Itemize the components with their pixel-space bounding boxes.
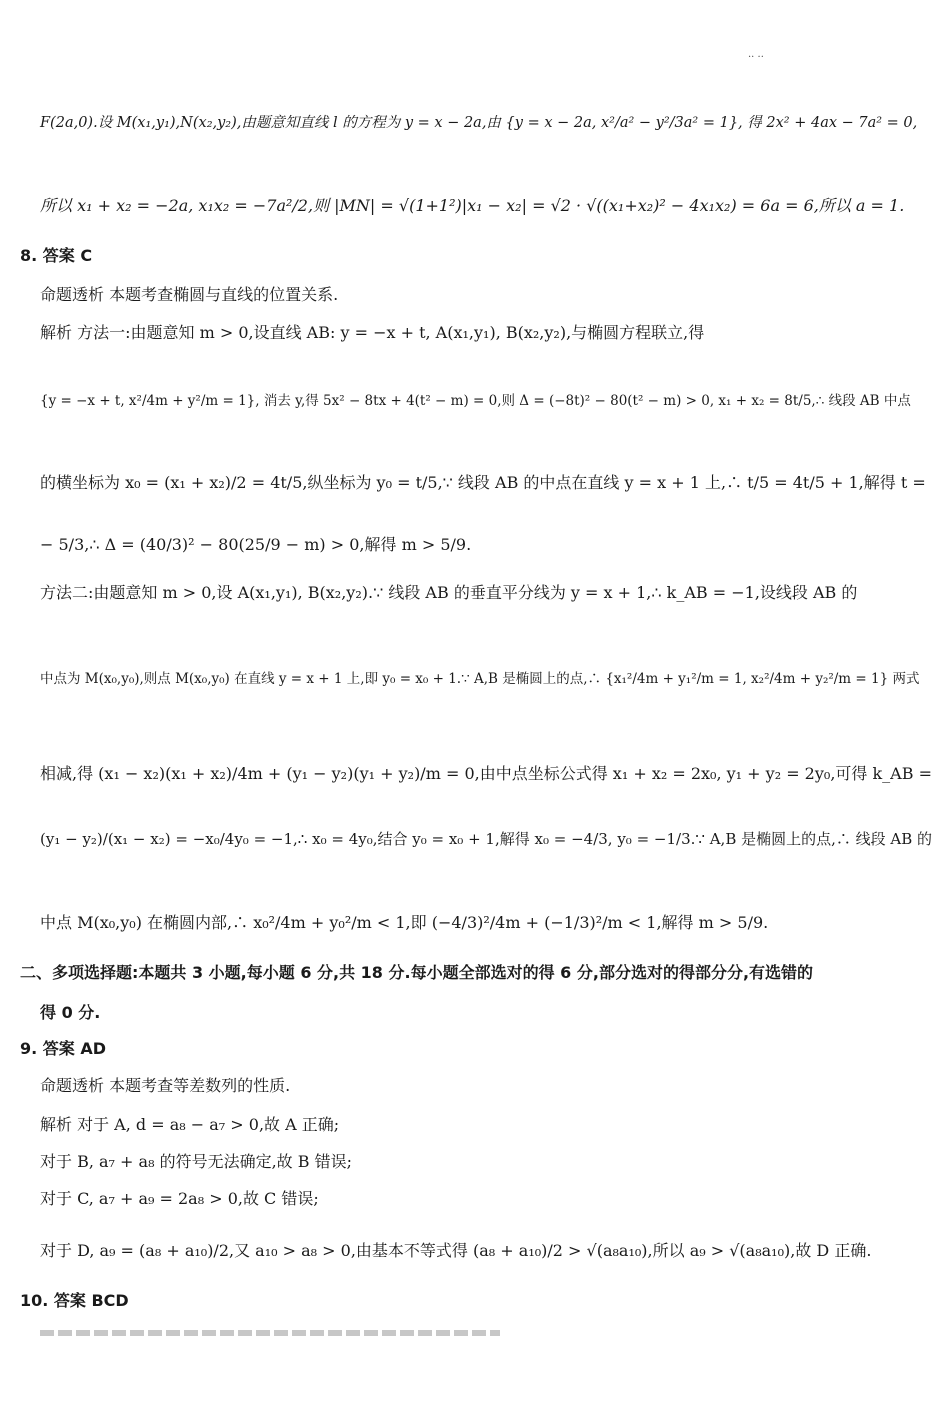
analysis-8: 命题透析 本题考查椭圆与直线的位置关系. bbox=[40, 285, 339, 304]
solution-9-d: 对于 D, a₉ = (a₈ + a₁₀)/2,又 a₁₀ > a₈ > 0,由基本不等式得 (a₈ + a₁₀)/2 > √(a₈a₁₀),所以 a₉ > √(a₈a₁₀),故 D 正确. bbox=[40, 1241, 872, 1260]
page-corner-mark: ·· ·· bbox=[748, 52, 764, 63]
solution-8-result1: − 5/3,∴ Δ = (40/3)² − 80(25/9 − m) > 0,解得 m > 5/9. bbox=[40, 535, 472, 554]
solution-8-method2-line2: 中点为 M(x₀,y₀),则点 M(x₀,y₀) 在直线 y = x + 1 上,即 y₀ = x₀ + 1.∵ A,B 是椭圆上的点,∴ {x₁²/4m + y₁²/m = 1, x₂²/4m + y₂²/m = 1} 两式 bbox=[40, 671, 920, 687]
cropped-text-fragment bbox=[40, 1330, 500, 1336]
solution-8-system: {y = −x + t, x²/4m + y²/m = 1}, 消去 y,得 5x² − 8tx + 4(t² − m) = 0,则 Δ = (−8t)² − 80(t² − m) > 0, x₁ + x₂ = 8t/5,∴ 线段 AB 中点 bbox=[40, 393, 911, 409]
solution-9-a: 解析 对于 A, d = a₈ − a₇ > 0,故 A 正确; bbox=[40, 1115, 340, 1134]
answer-8: 8. 答案 C bbox=[20, 246, 93, 265]
solution-8-method2-line5: 中点 M(x₀,y₀) 在椭圆内部,∴ x₀²/4m + y₀²/m < 1,即 (−4/3)²/4m + (−1/3)²/m < 1,解得 m > 5/9. bbox=[40, 913, 769, 932]
line-solution-7a: F(2a,0).设 M(x₁,y₁),N(x₂,y₂),由题意知直线 l 的方程为 y = x − 2a,由 {y = x − 2a, x²/a² − y²/3a² = 1}, 得 2x² + 4ax − 7a² = 0, bbox=[40, 115, 918, 131]
section-heading-multi-choice: 二、多项选择题:本题共 3 小题,每小题 6 分,共 18 分.每小题全部选对的得 6 分,部分选对的得部分分,有选错的 bbox=[20, 963, 814, 982]
analysis-9: 命题透析 本题考查等差数列的性质. bbox=[40, 1076, 291, 1095]
solution-8-method1: 解析 方法一:由题意知 m > 0,设直线 AB: y = −x + t, A(x₁,y₁), B(x₂,y₂),与椭圆方程联立,得 bbox=[40, 323, 705, 342]
solution-8-midpoint: 的横坐标为 x₀ = (x₁ + x₂)/2 = 4t/5,纵坐标为 y₀ = t/5,∵ 线段 AB 的中点在直线 y = x + 1 上,∴ t/5 = 4t/5 + 1,解得 t = bbox=[40, 473, 926, 492]
solution-8-method2-line4: (y₁ − y₂)/(x₁ − x₂) = −x₀/4y₀ = −1,∴ x₀ = 4y₀,结合 y₀ = x₀ + 1,解得 x₀ = −4/3, y₀ = −1/3.∵ A,B 是椭圆上的点,∴ 线段 AB 的 bbox=[40, 830, 933, 848]
answer-10: 10. 答案 BCD bbox=[20, 1291, 129, 1310]
solution-9-b: 对于 B, a₇ + a₈ 的符号无法确定,故 B 错误; bbox=[40, 1152, 352, 1171]
solution-8-method2-line3: 相减,得 (x₁ − x₂)(x₁ + x₂)/4m + (y₁ − y₂)(y₁ + y₂)/m = 0,由中点坐标公式得 x₁ + x₂ = 2x₀, y₁ + y₂ = 2y₀,可得 k_AB = bbox=[40, 764, 932, 783]
solution-9-c: 对于 C, a₇ + a₉ = 2a₈ > 0,故 C 错误; bbox=[40, 1189, 319, 1208]
section-heading-multi-choice-cont: 得 0 分. bbox=[40, 1003, 101, 1022]
answer-9: 9. 答案 AD bbox=[20, 1039, 107, 1058]
line-solution-7b: 所以 x₁ + x₂ = −2a, x₁x₂ = −7a²/2,则 |MN| = √(1+1²)|x₁ − x₂| = √2 · √((x₁+x₂)² − 4x₁x₂) = 6a = 6,所以 a = 1. bbox=[40, 196, 905, 215]
solution-8-method2: 方法二:由题意知 m > 0,设 A(x₁,y₁), B(x₂,y₂).∵ 线段 AB 的垂直平分线为 y = x + 1,∴ k_AB = −1,设线段 AB 的 bbox=[40, 583, 858, 602]
